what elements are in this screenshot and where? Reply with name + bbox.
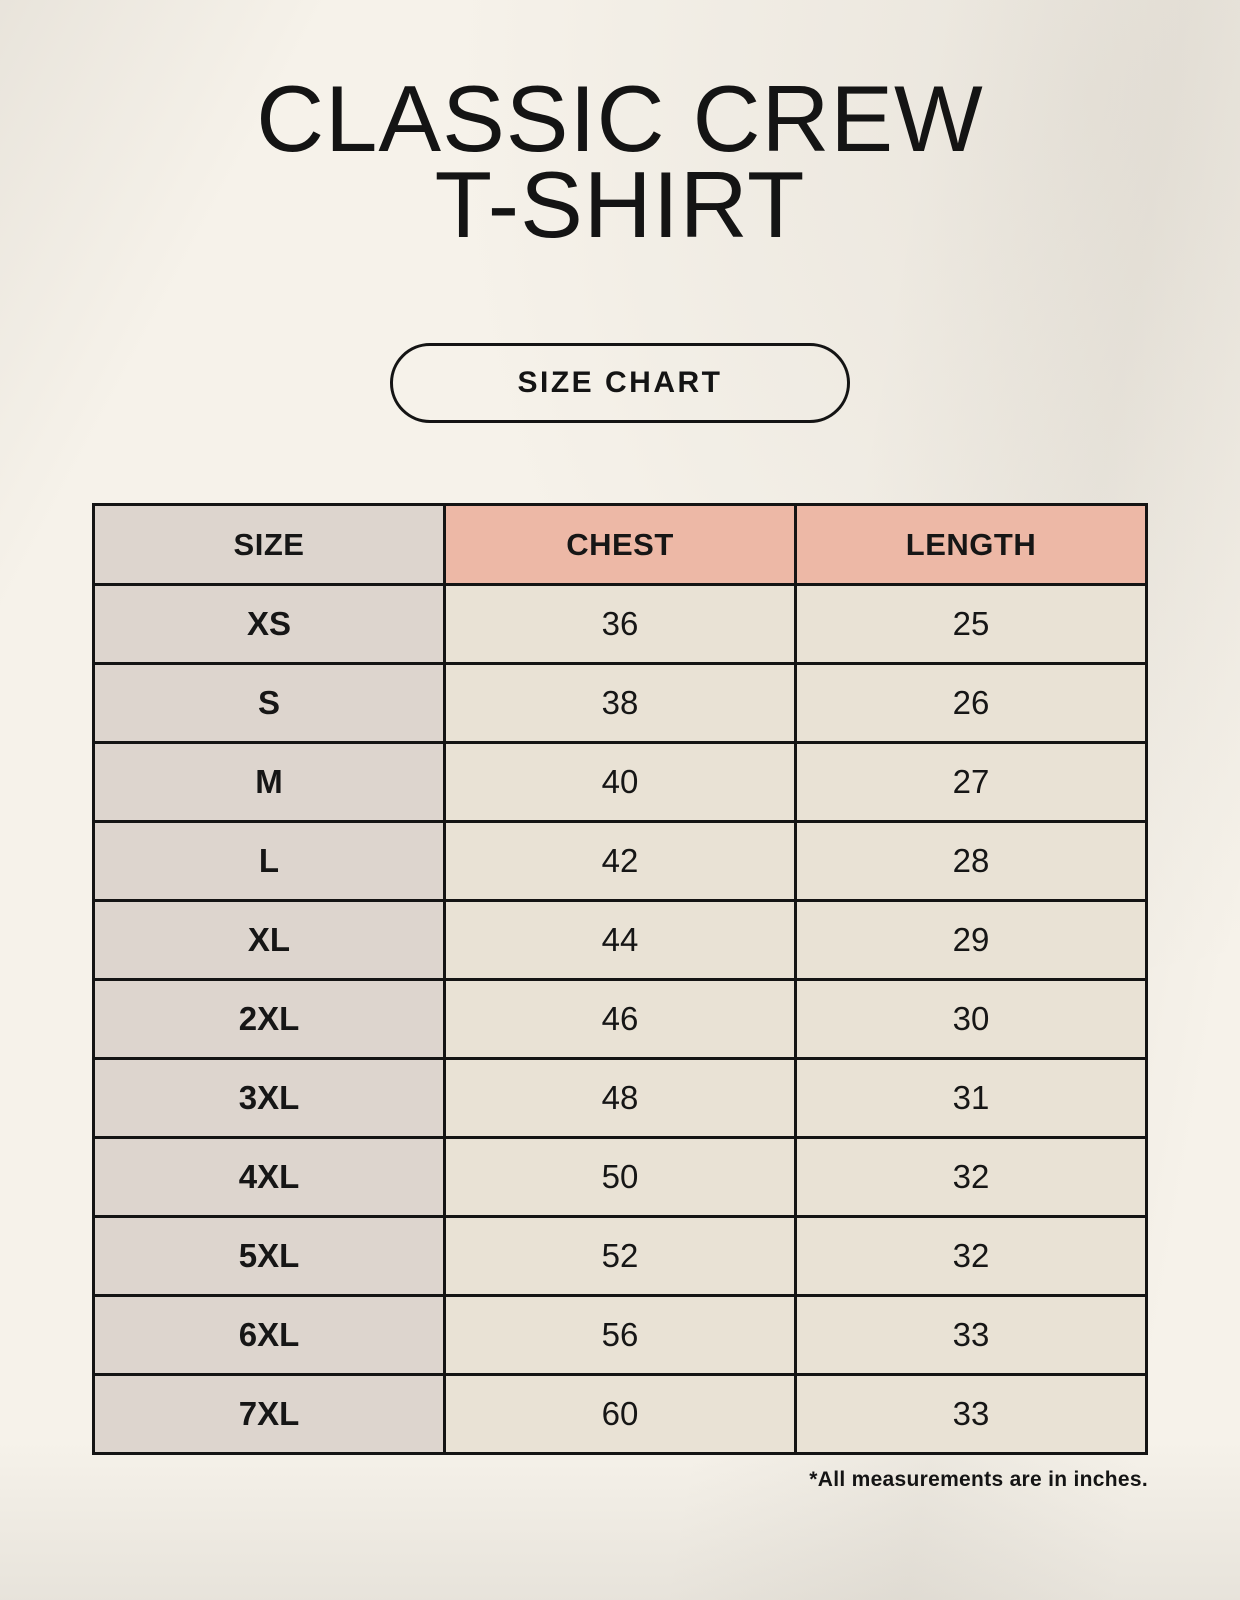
- chest-cell: 48: [445, 1059, 796, 1138]
- table-row: [94, 980, 1147, 1059]
- length-cell: 32: [796, 1138, 1147, 1217]
- size-cell: 3XL: [94, 1059, 445, 1138]
- size-cell: M: [94, 743, 445, 822]
- chest-cell: 38: [445, 664, 796, 743]
- measurements-footnote: *All measurements are in inches.: [809, 1468, 1148, 1492]
- length-cell: 27: [796, 743, 1147, 822]
- page-title-line-2: T-SHIRT: [434, 151, 806, 257]
- size-chart-button-label: SIZE CHART: [517, 366, 723, 400]
- size-cell: S: [94, 664, 445, 743]
- chest-cell: 50: [445, 1138, 796, 1217]
- table-row: [94, 1138, 1147, 1217]
- table-row: [94, 822, 1147, 901]
- size-cell: 6XL: [94, 1296, 445, 1375]
- header-row: [94, 505, 1147, 585]
- header-cell-chest: CHEST: [445, 505, 796, 585]
- length-cell: 29: [796, 901, 1147, 980]
- length-cell: 25: [796, 585, 1147, 664]
- table-row: [94, 585, 1147, 664]
- length-cell: 26: [796, 664, 1147, 743]
- length-cell: 28: [796, 822, 1147, 901]
- size-table-body: [94, 585, 1147, 1454]
- size-cell: L: [94, 822, 445, 901]
- header-cell-length: LENGTH: [796, 505, 1147, 585]
- chest-cell: 42: [445, 822, 796, 901]
- page-title: [0, 0, 1240, 257]
- size-cell: 5XL: [94, 1217, 445, 1296]
- chest-cell: 56: [445, 1296, 796, 1375]
- length-cell: 31: [796, 1059, 1147, 1138]
- table-row: [94, 664, 1147, 743]
- table-row: [94, 1296, 1147, 1375]
- size-cell: 4XL: [94, 1138, 445, 1217]
- chest-cell: 52: [445, 1217, 796, 1296]
- size-table-header: [94, 505, 1147, 585]
- length-cell: 30: [796, 980, 1147, 1059]
- size-table-container: [92, 503, 1148, 1455]
- table-row: [94, 1375, 1147, 1454]
- length-cell: 33: [796, 1375, 1147, 1454]
- chest-cell: 46: [445, 980, 796, 1059]
- size-table: [92, 503, 1148, 1455]
- size-chart-button[interactable]: [390, 343, 850, 423]
- page-title-line-1: CLASSIC CREW: [256, 66, 984, 171]
- chest-cell: 44: [445, 901, 796, 980]
- table-row: [94, 1217, 1147, 1296]
- size-cell: XS: [94, 585, 445, 664]
- table-row: [94, 901, 1147, 980]
- chest-cell: 60: [445, 1375, 796, 1454]
- header-cell-size: SIZE: [94, 505, 445, 585]
- size-cell: XL: [94, 901, 445, 980]
- table-row: [94, 743, 1147, 822]
- length-cell: 33: [796, 1296, 1147, 1375]
- size-cell: 2XL: [94, 980, 445, 1059]
- table-row: [94, 1059, 1147, 1138]
- size-cell: 7XL: [94, 1375, 445, 1454]
- length-cell: 32: [796, 1217, 1147, 1296]
- chest-cell: 36: [445, 585, 796, 664]
- chest-cell: 40: [445, 743, 796, 822]
